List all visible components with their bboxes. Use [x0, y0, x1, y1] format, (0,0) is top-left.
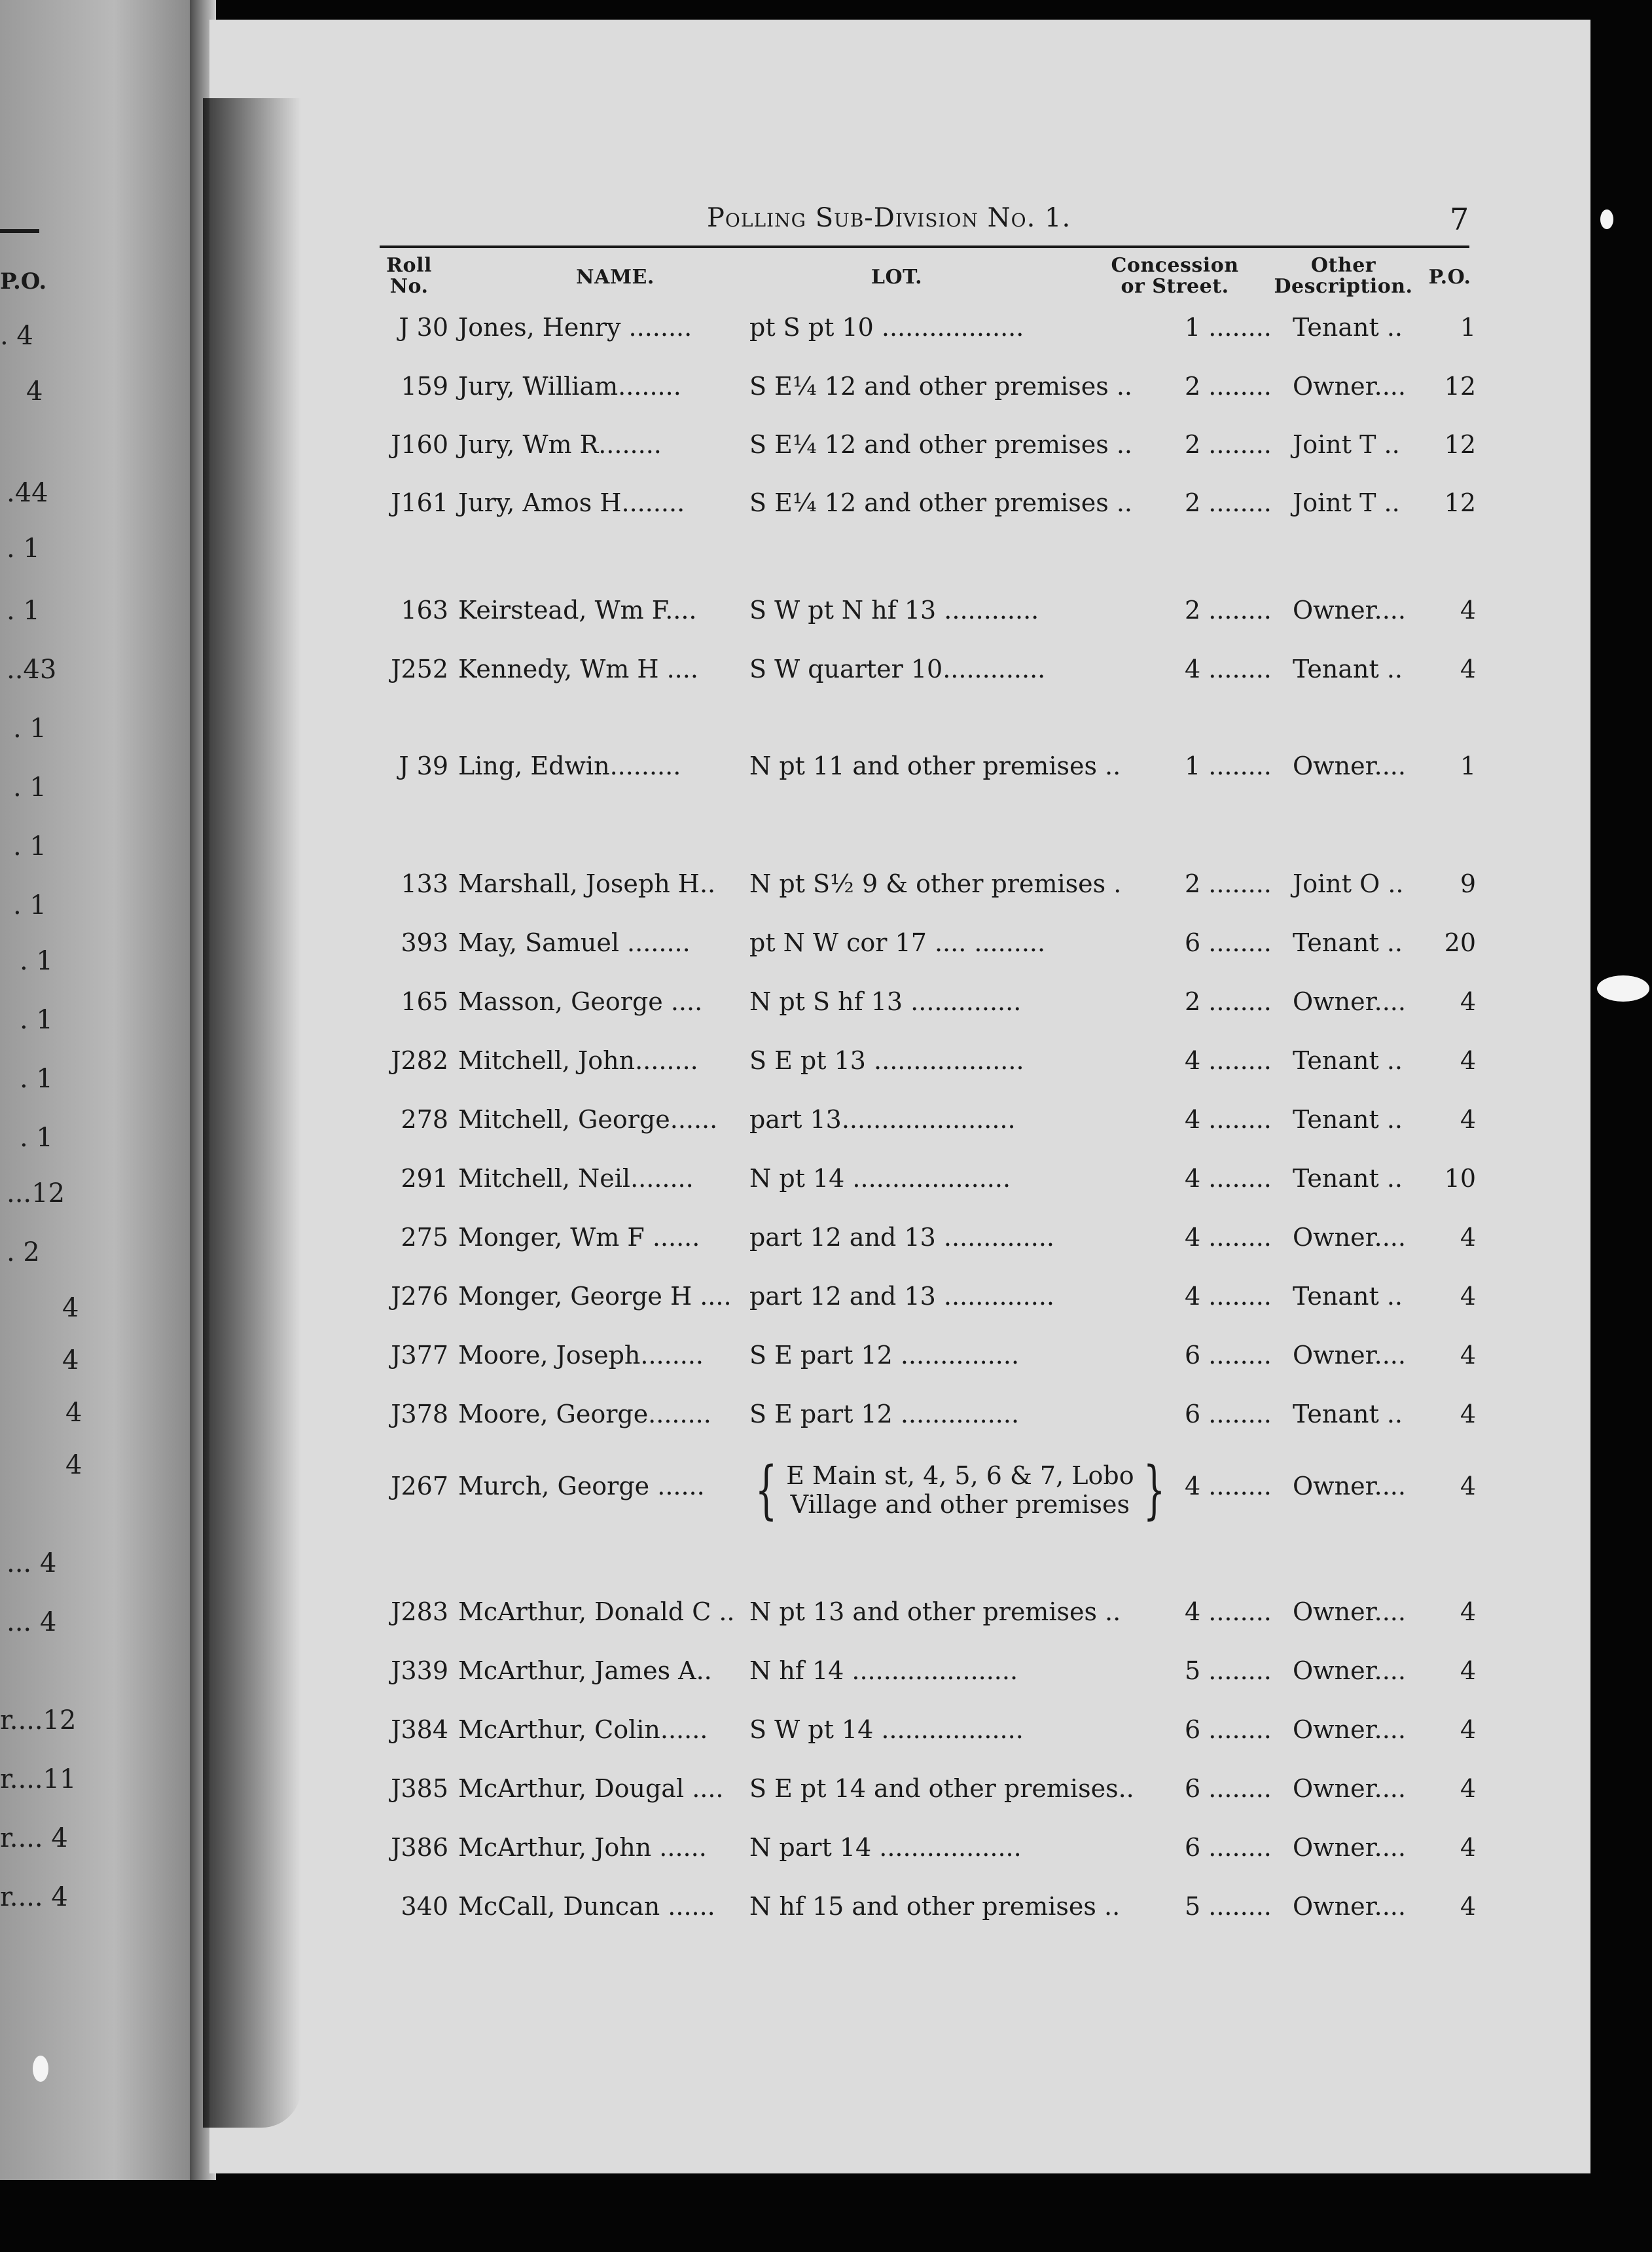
facing-page-fragment: . 1	[13, 890, 46, 920]
other-description: Owner....	[1293, 1892, 1406, 1921]
paper-speck	[33, 2056, 48, 2082]
roll-number: 159	[401, 372, 448, 401]
facing-page-fragment: . 1	[20, 1123, 53, 1153]
lot-description: part 12 and 13 ..............	[749, 1282, 1055, 1311]
post-office: 4	[1460, 1656, 1476, 1685]
elector-name: Jury, William........	[458, 372, 681, 401]
roll-number: J 39	[399, 752, 448, 780]
table-row	[209, 1164, 1590, 1210]
other-description: Tenant ..	[1293, 1164, 1403, 1193]
other-description: Owner....	[1293, 1715, 1406, 1744]
table-row	[209, 752, 1590, 797]
roll-number: 340	[401, 1892, 448, 1921]
column-header-name: NAME.	[576, 266, 655, 289]
other-description: Tenant ..	[1293, 1046, 1403, 1075]
lot-description: N pt S hf 13 ..............	[749, 987, 1022, 1016]
table-row	[209, 655, 1590, 700]
roll-number: 165	[401, 987, 448, 1016]
roll-number: J377	[391, 1341, 448, 1370]
lot-description: S E¼ 12 and other premises ..	[749, 430, 1132, 459]
column-header-roll-line2: No.	[389, 275, 429, 298]
concession: 6 ........	[1185, 1400, 1272, 1428]
other-description: Tenant ..	[1293, 1400, 1403, 1428]
column-header-concession-line2: or Street.	[1121, 275, 1229, 298]
facing-page-fragment: . 2	[7, 1237, 40, 1267]
other-description: Owner....	[1293, 1774, 1406, 1803]
other-description: Owner....	[1293, 1833, 1406, 1862]
lot-line-2: Village and other premises	[790, 1490, 1130, 1519]
other-description: Owner....	[1293, 1597, 1406, 1626]
post-office: 4	[1460, 1046, 1476, 1075]
facing-page-fragment: . 1	[13, 714, 46, 744]
other-description: Owner....	[1293, 1656, 1406, 1685]
facing-page-fragment: r....12	[0, 1705, 77, 1735]
facing-page-fragment: ... 4	[7, 1548, 57, 1578]
concession: 6 ........	[1185, 1774, 1272, 1803]
concession: 2 ........	[1185, 596, 1272, 625]
elector-name: Jury, Amos H........	[458, 488, 685, 517]
other-description: Tenant ..	[1293, 655, 1403, 683]
other-description: Joint T ..	[1293, 488, 1400, 517]
facing-page-fragment: 4	[26, 376, 43, 407]
elector-name: Monger, Wm F ......	[458, 1223, 700, 1252]
concession: 4 ........	[1185, 1597, 1272, 1626]
lot-description: pt N W cor 17 .... .........	[749, 928, 1046, 957]
other-description: Joint T ..	[1293, 430, 1400, 459]
facing-page-fragment: .44	[7, 478, 48, 508]
elector-name: Mitchell, Neil........	[458, 1164, 694, 1193]
elector-name: McArthur, James A..	[458, 1656, 712, 1685]
concession: 6 ........	[1185, 1715, 1272, 1744]
lot-description: S E part 12 ...............	[749, 1341, 1020, 1370]
lot-description: part 13......................	[749, 1105, 1016, 1134]
post-office: 12	[1444, 488, 1476, 517]
roll-number: J282	[391, 1046, 448, 1075]
other-description: Owner....	[1293, 1223, 1406, 1252]
other-description: Owner....	[1293, 1472, 1406, 1500]
lot-description: S E part 12 ...............	[749, 1400, 1020, 1428]
concession: 1 ........	[1185, 752, 1272, 780]
post-office: 4	[1460, 987, 1476, 1016]
facing-page-fragment: ..43	[7, 655, 57, 685]
facing-page-fragment: r.... 4	[0, 1882, 68, 1912]
lot-description: N part 14 ..................	[749, 1833, 1022, 1862]
table-row	[209, 987, 1590, 1033]
post-office: 4	[1460, 1400, 1476, 1428]
elector-name: McCall, Duncan ......	[458, 1892, 715, 1921]
elector-name: Murch, George ......	[458, 1472, 705, 1500]
table-row	[209, 488, 1590, 534]
roll-number: J339	[391, 1656, 448, 1685]
lot-description: N hf 14 .....................	[749, 1656, 1018, 1685]
elector-name: Jury, Wm R........	[458, 430, 662, 459]
facing-page-fragment: ...12	[7, 1178, 65, 1208]
table-row	[209, 1715, 1590, 1761]
concession: 2 ........	[1185, 488, 1272, 517]
other-description: Owner....	[1293, 752, 1406, 780]
lot-lines	[786, 1461, 1134, 1519]
concession: 4 ........	[1185, 1282, 1272, 1311]
facing-page-fragment: 4	[62, 1345, 79, 1375]
table-row	[209, 1223, 1590, 1269]
facing-page-fragment: r.... 4	[0, 1823, 68, 1853]
concession: 2 ........	[1185, 372, 1272, 401]
post-office: 1	[1460, 313, 1476, 342]
header-rule	[380, 245, 1469, 248]
lot-description: pt S pt 10 ..................	[749, 313, 1024, 342]
post-office: 4	[1460, 1341, 1476, 1370]
concession: 2 ........	[1185, 987, 1272, 1016]
lot-description-multiline	[746, 1453, 1174, 1527]
document-page	[209, 20, 1590, 2173]
table-row	[209, 869, 1590, 915]
paper-speck	[1600, 209, 1613, 229]
table-row	[209, 1774, 1590, 1820]
column-header-roll-line1: Roll	[386, 254, 432, 277]
facing-page-fragment: 4	[65, 1450, 82, 1480]
facing-page-po-header: P.O.	[0, 268, 47, 295]
elector-name: Keirstead, Wm F....	[458, 596, 697, 625]
table-row	[209, 372, 1590, 418]
concession: 2 ........	[1185, 430, 1272, 459]
post-office: 4	[1460, 655, 1476, 683]
table-row	[209, 1833, 1590, 1879]
table-row	[209, 1597, 1590, 1643]
elector-name: McArthur, Dougal ....	[458, 1774, 724, 1803]
lot-description: S W pt N hf 13 ............	[749, 596, 1039, 625]
lot-description: S E¼ 12 and other premises ..	[749, 372, 1132, 401]
column-header-other-description	[1266, 255, 1420, 297]
table-row	[209, 596, 1590, 642]
roll-number: J160	[391, 430, 448, 459]
concession: 2 ........	[1185, 869, 1272, 898]
elector-name: McArthur, Colin......	[458, 1715, 708, 1744]
table-row	[209, 1656, 1590, 1702]
roll-number: J161	[391, 488, 448, 517]
table-row	[209, 1282, 1590, 1328]
lot-description: N pt 13 and other premises ..	[749, 1597, 1121, 1626]
left-brace: {	[755, 1453, 778, 1527]
other-description: Owner....	[1293, 1341, 1406, 1370]
lot-description: S E pt 13 ...................	[749, 1046, 1024, 1075]
table-row	[209, 1046, 1590, 1092]
facing-page-rule	[0, 229, 39, 233]
lot-description: S E pt 14 and other premises..	[749, 1774, 1134, 1803]
elector-name: McArthur, John ......	[458, 1833, 707, 1862]
column-header-lot: LOT.	[871, 266, 923, 289]
elector-name: McArthur, Donald C ..	[458, 1597, 735, 1626]
column-header-po: P.O.	[1428, 266, 1471, 289]
other-description: Tenant ..	[1293, 1282, 1403, 1311]
roll-number: J385	[391, 1774, 448, 1803]
concession: 1 ........	[1185, 313, 1272, 342]
elector-name: Jones, Henry ........	[458, 313, 692, 342]
table-row	[209, 928, 1590, 974]
concession: 5 ........	[1185, 1892, 1272, 1921]
running-head: Polling Sub-Division No. 1.	[707, 203, 1071, 233]
post-office: 4	[1460, 1833, 1476, 1862]
elector-name: Mitchell, John........	[458, 1046, 698, 1075]
roll-number: J386	[391, 1833, 448, 1862]
lot-description: N pt 11 and other premises ..	[749, 752, 1121, 780]
lot-description: N pt 14 ....................	[749, 1164, 1011, 1193]
paper-damage-mark	[1597, 975, 1649, 1002]
other-description: Tenant ..	[1293, 313, 1403, 342]
concession: 5 ........	[1185, 1656, 1272, 1685]
elector-name: Mitchell, George......	[458, 1105, 718, 1134]
table-row	[209, 313, 1590, 359]
post-office: 4	[1460, 1715, 1476, 1744]
other-description: Owner....	[1293, 987, 1406, 1016]
table-row	[209, 1105, 1590, 1151]
column-header-roll	[373, 255, 445, 297]
post-office: 1	[1460, 752, 1476, 780]
facing-page-fragment: ... 4	[7, 1607, 57, 1637]
elector-name: Kennedy, Wm H ....	[458, 655, 698, 683]
other-description: Joint O ..	[1293, 869, 1404, 898]
post-office: 4	[1460, 1223, 1476, 1252]
roll-number: J378	[391, 1400, 448, 1428]
elector-name: Marshall, Joseph H..	[458, 869, 716, 898]
post-office: 4	[1460, 1472, 1476, 1500]
roll-number: 278	[401, 1105, 448, 1134]
table-row	[209, 1400, 1590, 1445]
lot-description: N hf 15 and other premises ..	[749, 1892, 1121, 1921]
facing-page-fragment: . 1	[20, 1064, 53, 1094]
other-description: Tenant ..	[1293, 1105, 1403, 1134]
lot-description: part 12 and 13 ..............	[749, 1223, 1055, 1252]
elector-name: Ling, Edwin.........	[458, 752, 681, 780]
roll-number: 291	[401, 1164, 448, 1193]
concession: 6 ........	[1185, 1833, 1272, 1862]
concession: 6 ........	[1185, 928, 1272, 957]
facing-page-fragment: . 1	[7, 534, 40, 564]
lot-description: N pt S½ 9 & other premises .	[749, 869, 1122, 898]
table-row	[209, 1453, 1590, 1527]
other-description: Owner....	[1293, 596, 1406, 625]
other-description: Tenant ..	[1293, 928, 1403, 957]
elector-name: Moore, Joseph........	[458, 1341, 704, 1370]
right-brace: }	[1143, 1453, 1165, 1527]
lot-description: S E¼ 12 and other premises ..	[749, 488, 1132, 517]
elector-name: Masson, George ....	[458, 987, 703, 1016]
column-header-concession	[1090, 255, 1260, 297]
concession: 4 ........	[1185, 1105, 1272, 1134]
roll-number: 393	[401, 928, 448, 957]
page-number: 7	[1450, 202, 1469, 237]
post-office: 4	[1460, 1597, 1476, 1626]
table-row	[209, 430, 1590, 476]
roll-number: J276	[391, 1282, 448, 1311]
facing-page-fragment: . 1	[7, 596, 40, 626]
post-office: 12	[1444, 430, 1476, 459]
roll-number: 163	[401, 596, 448, 625]
facing-page-fragment: . 4	[0, 321, 33, 351]
post-office: 4	[1460, 1892, 1476, 1921]
gutter-shadow	[203, 98, 301, 2128]
concession: 6 ........	[1185, 1341, 1272, 1370]
elector-name: May, Samuel ........	[458, 928, 691, 957]
facing-page-fragment: 4	[65, 1398, 82, 1428]
roll-number: J267	[391, 1472, 448, 1500]
concession: 4 ........	[1185, 655, 1272, 683]
post-office: 12	[1444, 372, 1476, 401]
facing-page-fragment: . 1	[13, 831, 46, 862]
facing-page-fragment: . 1	[20, 1005, 53, 1035]
post-office: 4	[1460, 1774, 1476, 1803]
roll-number: J252	[391, 655, 448, 683]
table-row	[209, 1892, 1590, 1938]
roll-number: 133	[401, 869, 448, 898]
post-office: 20	[1444, 928, 1476, 957]
table-row	[209, 1341, 1590, 1387]
column-header-description-line1: Other	[1310, 254, 1376, 277]
roll-number: J384	[391, 1715, 448, 1744]
roll-number: J 30	[399, 313, 448, 342]
elector-name: Moore, George........	[458, 1400, 711, 1428]
column-header-concession-line1: Concession	[1111, 254, 1239, 277]
concession: 4 ........	[1185, 1223, 1272, 1252]
post-office: 9	[1460, 869, 1476, 898]
concession: 4 ........	[1185, 1046, 1272, 1075]
concession: 4 ........	[1185, 1472, 1272, 1500]
facing-page-fragment: . 1	[13, 772, 46, 803]
lot-line-1: E Main st, 4, 5, 6 & 7, Lobo	[786, 1461, 1134, 1490]
other-description: Owner....	[1293, 372, 1406, 401]
roll-number: J283	[391, 1597, 448, 1626]
lot-description: S W quarter 10.............	[749, 655, 1046, 683]
facing-page-edge	[0, 0, 190, 2180]
roll-number: 275	[401, 1223, 448, 1252]
post-office: 4	[1460, 596, 1476, 625]
post-office: 4	[1460, 1282, 1476, 1311]
facing-page-fragment: r....11	[0, 1764, 77, 1794]
post-office: 10	[1444, 1164, 1476, 1193]
column-header-description-line2: Description.	[1274, 275, 1413, 298]
facing-page-fragment: 4	[62, 1293, 79, 1323]
lot-description: S W pt 14 ..................	[749, 1715, 1024, 1744]
facing-page-fragment: . 1	[20, 946, 53, 976]
elector-name: Monger, George H ....	[458, 1282, 732, 1311]
concession: 4 ........	[1185, 1164, 1272, 1193]
post-office: 4	[1460, 1105, 1476, 1134]
